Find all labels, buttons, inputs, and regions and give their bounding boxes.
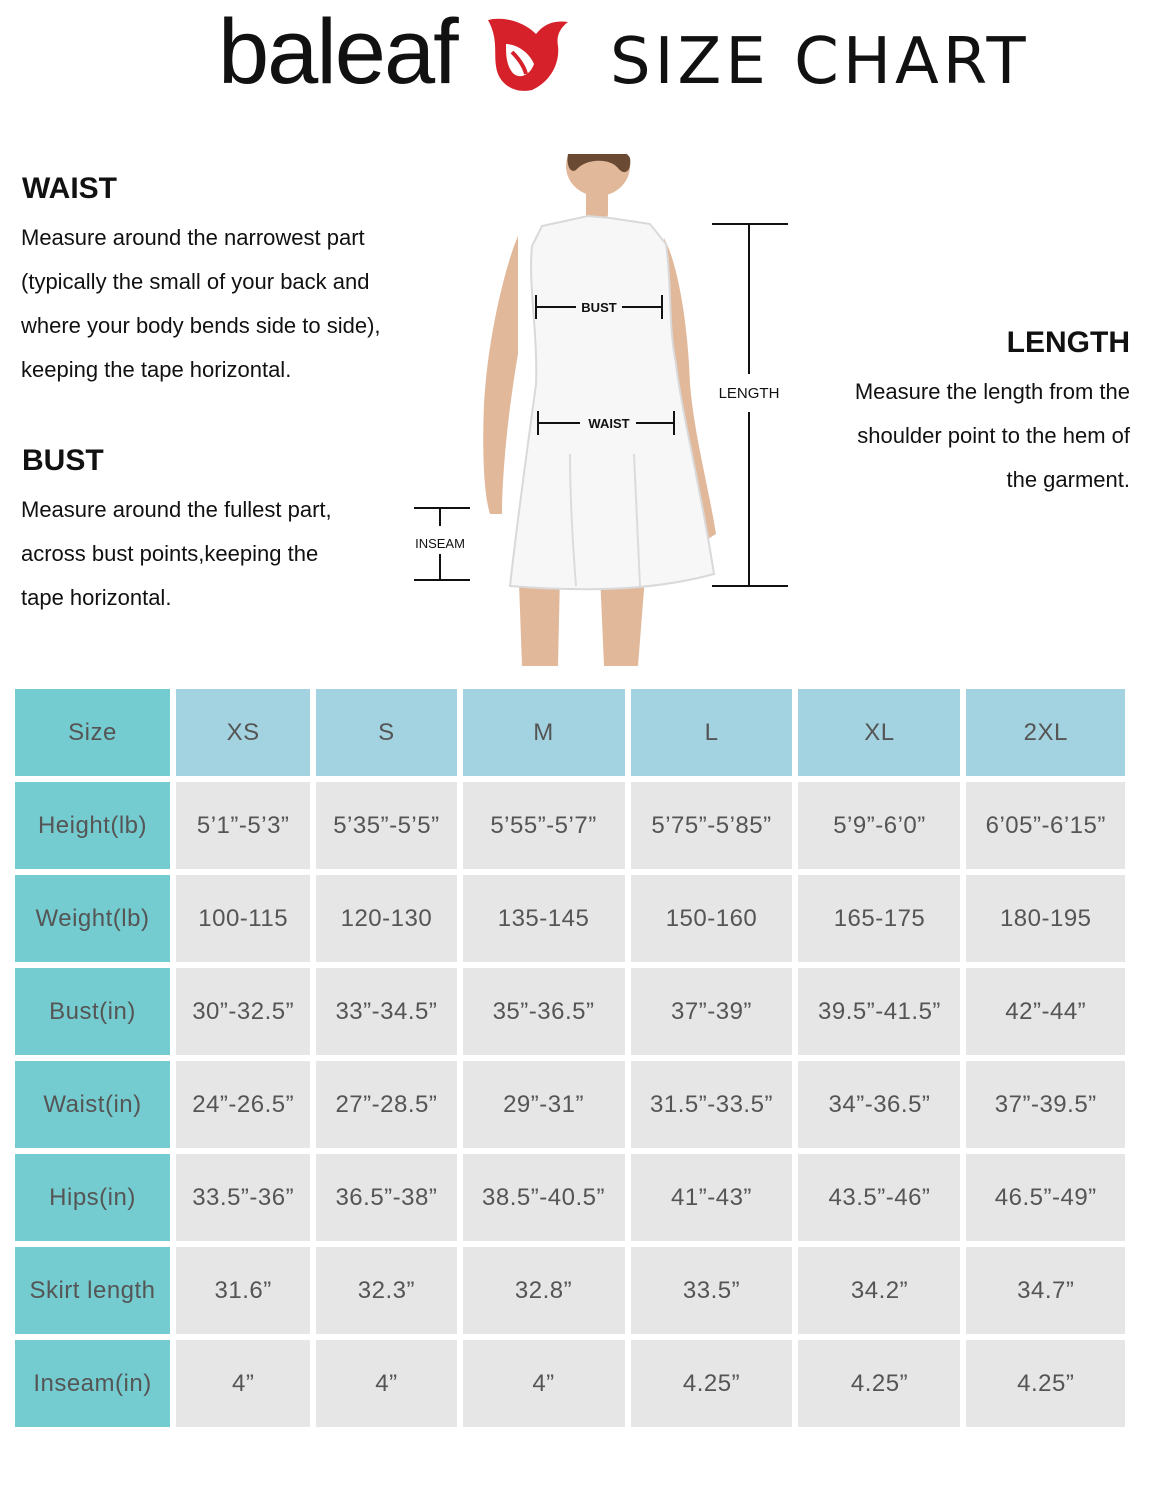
table-cell: 180-195 — [966, 875, 1125, 962]
bust-diagram-label: BUST — [581, 300, 617, 315]
leaf-logo-icon — [484, 14, 572, 96]
length-line: shoulder point to the hem of — [857, 423, 1130, 448]
waist-line: (typically the small of your back and — [21, 269, 370, 294]
waist-heading: WAIST — [22, 172, 117, 205]
table-row — [15, 1340, 1125, 1427]
table-cell: 165-175 — [798, 875, 960, 962]
table-cell: 36.5”-38” — [316, 1154, 456, 1241]
table-row — [15, 968, 1125, 1055]
row-label-cell: Skirt length — [15, 1247, 170, 1334]
row-label-cell: Weight(lb) — [15, 875, 170, 962]
waist-description — [21, 216, 441, 392]
size-header-cell: L — [631, 689, 793, 776]
row-label-cell: Inseam(in) — [15, 1340, 170, 1427]
bust-line: Measure around the fullest part, — [21, 497, 332, 522]
table-cell: 100-115 — [176, 875, 310, 962]
table-cell: 5’35”-5’5” — [316, 782, 456, 869]
table-cell: 4.25” — [966, 1340, 1125, 1427]
waist-line: where your body bends side to side), — [21, 313, 381, 338]
table-cell: 33.5”-36” — [176, 1154, 310, 1241]
table-cell: 33.5” — [631, 1247, 793, 1334]
table-cell: 4.25” — [631, 1340, 793, 1427]
length-line: the garment. — [1006, 467, 1130, 492]
length-line: Measure the length from the — [854, 379, 1130, 404]
table-cell: 46.5”-49” — [966, 1154, 1125, 1241]
table-cell: 41”-43” — [631, 1154, 793, 1241]
table-row — [15, 1061, 1125, 1148]
waist-line: Measure around the narrowest part — [21, 225, 365, 250]
model-dress-figure — [410, 154, 810, 666]
table-cell: 42”-44” — [966, 968, 1125, 1055]
table-cell: 29”-31” — [463, 1061, 625, 1148]
table-cell: 34”-36.5” — [798, 1061, 960, 1148]
table-cell: 37”-39” — [631, 968, 793, 1055]
table-row — [15, 782, 1125, 869]
length-diagram-label: LENGTH — [718, 385, 780, 402]
size-header-cell: 2XL — [966, 689, 1125, 776]
table-row — [15, 1247, 1125, 1334]
bust-heading: BUST — [22, 444, 104, 477]
table-cell: 4” — [463, 1340, 625, 1427]
table-row — [15, 875, 1125, 962]
table-header-row — [15, 689, 1125, 776]
size-header-cell: XS — [176, 689, 310, 776]
size-header-cell: M — [463, 689, 625, 776]
table-cell: 6’05”-6’15” — [966, 782, 1125, 869]
table-cell: 34.2” — [798, 1247, 960, 1334]
row-label-cell: Bust(in) — [15, 968, 170, 1055]
length-measure-line — [712, 224, 788, 586]
length-heading: LENGTH — [1006, 326, 1130, 359]
table-cell: 31.6” — [176, 1247, 310, 1334]
table-row — [15, 1154, 1125, 1241]
table-cell: 32.3” — [316, 1247, 456, 1334]
row-label-cell: Height(lb) — [15, 782, 170, 869]
size-chart-title: SIZE CHART — [610, 25, 1030, 99]
size-header-cell: S — [316, 689, 456, 776]
table-cell: 4” — [176, 1340, 310, 1427]
table-cell: 43.5”-46” — [798, 1154, 960, 1241]
table-cell: 32.8” — [463, 1247, 625, 1334]
size-table — [9, 683, 1131, 1433]
length-description — [820, 370, 1130, 502]
size-column-header: Size — [15, 689, 170, 776]
table-cell: 35”-36.5” — [463, 968, 625, 1055]
table-cell: 5’9”-6’0” — [798, 782, 960, 869]
table-cell: 5’55”-5’7” — [463, 782, 625, 869]
table-cell: 5’1”-5’3” — [176, 782, 310, 869]
table-cell: 4” — [316, 1340, 456, 1427]
table-cell: 31.5”-33.5” — [631, 1061, 793, 1148]
table-cell: 33”-34.5” — [316, 968, 456, 1055]
waist-line: keeping the tape horizontal. — [21, 357, 292, 382]
table-cell: 27”-28.5” — [316, 1061, 456, 1148]
table-cell: 24”-26.5” — [176, 1061, 310, 1148]
table-cell: 37”-39.5” — [966, 1061, 1125, 1148]
bust-line: across bust points,keeping the — [21, 541, 319, 566]
table-cell: 30”-32.5” — [176, 968, 310, 1055]
row-label-cell: Hips(in) — [15, 1154, 170, 1241]
table-cell: 120-130 — [316, 875, 456, 962]
table-cell: 135-145 — [463, 875, 625, 962]
bust-description — [21, 488, 401, 620]
brand-wordmark: baleaf — [218, 1, 457, 103]
table-cell: 5’75”-5’85” — [631, 782, 793, 869]
inseam-diagram-label: INSEAM — [415, 536, 465, 551]
table-cell: 150-160 — [631, 875, 793, 962]
table-cell: 38.5”-40.5” — [463, 1154, 625, 1241]
row-label-cell: Waist(in) — [15, 1061, 170, 1148]
waist-diagram-label: WAIST — [588, 416, 630, 431]
bust-line: tape horizontal. — [21, 585, 172, 610]
table-cell: 39.5”-41.5” — [798, 968, 960, 1055]
table-cell: 34.7” — [966, 1247, 1125, 1334]
table-cell: 4.25” — [798, 1340, 960, 1427]
size-header-cell: XL — [798, 689, 960, 776]
